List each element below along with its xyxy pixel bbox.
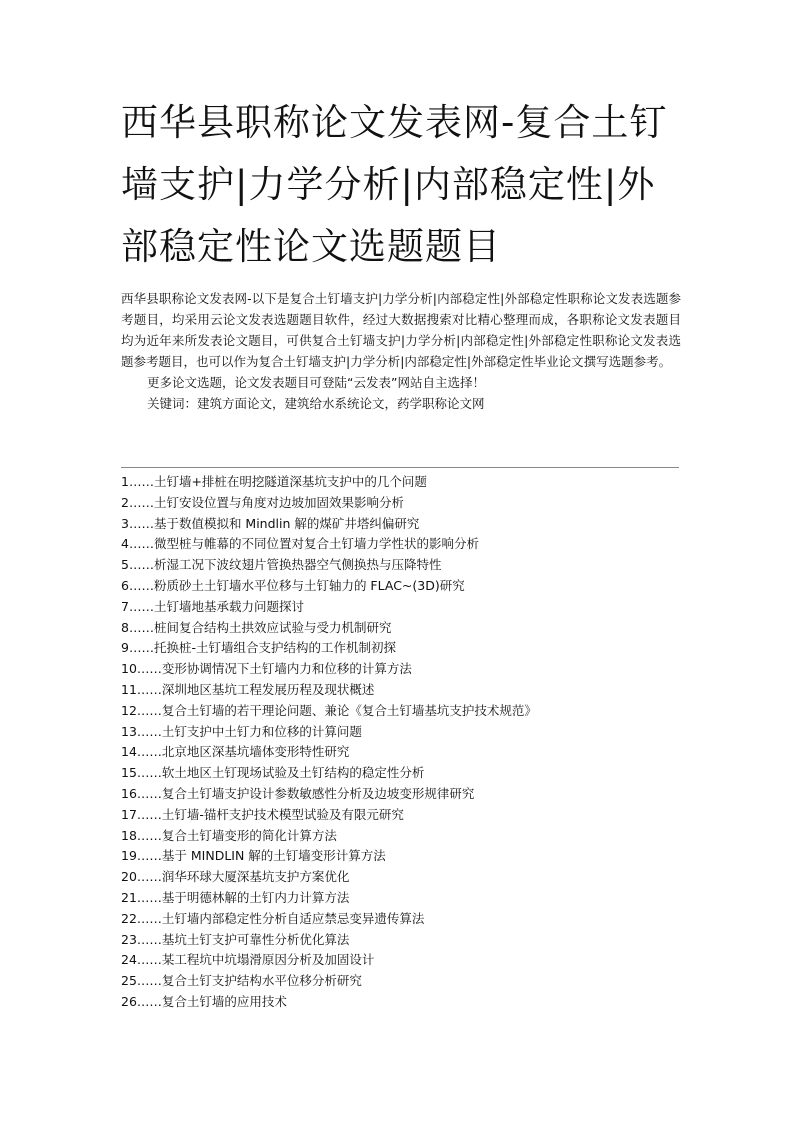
list-item: 8……桩间复合结构土拱效应试验与受力机制研究 xyxy=(121,619,392,635)
list-item: 17……土钉墙-锚杆支护技术模型试验及有限元研究 xyxy=(121,806,404,822)
list-item: 24……某工程坑中坑塌滑原因分析及加固设计 xyxy=(121,952,375,968)
topic-list xyxy=(121,472,681,1013)
keywords-line: 关键词：建筑方面论文，建筑给水系统论文，药学职称论文网 xyxy=(147,396,485,411)
list-item: 22……土钉墙内部稳定性分析自适应禁忌变异遗传算法 xyxy=(121,910,425,926)
list-item: 23……基坑土钉支护可靠性分析优化算法 xyxy=(121,931,350,947)
list-item: 18……复合土钉墙变形的简化计算方法 xyxy=(121,827,337,843)
list-item: 2……土钉安设位置与角度对边坡加固效果影响分析 xyxy=(121,494,404,510)
more-topics-note: 更多论文选题，论文发表题目可登陆“云发表”网站自主选择！ xyxy=(147,375,485,390)
list-item: 19……基于 MINDLIN 解的土钉墙变形计算方法 xyxy=(121,848,386,864)
list-item: 3……基于数值模拟和 Mindlin 解的煤矿井塔纠偏研究 xyxy=(121,515,420,531)
divider-line xyxy=(121,467,679,468)
page-title: 西华县职称论文发表网-复合土钉墙支护|力学分析|内部稳定性|外部稳定性论文选题题目 xyxy=(121,101,668,268)
list-item: 14……北京地区深基坑墙体变形特性研究 xyxy=(121,744,350,760)
list-item: 21……基于明德林解的土钉内力计算方法 xyxy=(121,889,350,905)
list-item: 6……粉质砂土土钉墙水平位移与土钉轴力的 FLAC~(3D)研究 xyxy=(121,577,465,593)
list-item: 12……复合土钉墙的若干理论问题、兼论《复合土钉墙基坑支护技术规范》 xyxy=(121,702,537,718)
list-item: 25……复合土钉支护结构水平位移分析研究 xyxy=(121,973,362,989)
list-item: 26……复合土钉墙的应用技术 xyxy=(121,993,287,1009)
list-item: 20……润华环球大厦深基坑支护方案优化 xyxy=(121,869,350,885)
list-item: 15……软土地区土钉现场试验及土钉结构的稳定性分析 xyxy=(121,765,425,781)
document-body xyxy=(121,92,681,414)
intro-paragraph: 西华县职称论文发表网-以下是复合土钉墙支护|力学分析|内部稳定性|外部稳定性职称论文发表选题参考题目，均采用云论文发表选题题目软件，经过大数据搜索对比精心整理而成，各职称论文发表题目均为近年来所发表论文题目，可供复合土钉墙支护|力学分析|内部稳定性|外部稳定性职称论文发表选题参考题目，也可以作为复合土钉墙支护|力学分析|内部稳定性|外部稳定性毕业论文撰写选题参考。 xyxy=(121,291,681,369)
list-item: 7……土钉墙地基承载力问题探讨 xyxy=(121,598,304,614)
list-item: 10……变形协调情况下土钉墙内力和位移的计算方法 xyxy=(121,661,412,677)
list-item: 13……土钉支护中土钉力和位移的计算问题 xyxy=(121,723,362,739)
list-item: 5……析湿工况下波纹翅片管换热器空气侧换热与压降特性 xyxy=(121,557,442,573)
list-item: 9……托换桩-土钉墙组合支护结构的工作机制初探 xyxy=(121,640,396,656)
list-item: 11……深圳地区基坑工程发展历程及现状概述 xyxy=(121,681,375,697)
list-item: 4……微型桩与帷幕的不同位置对复合土钉墙力学性状的影响分析 xyxy=(121,536,479,552)
list-item: 16……复合土钉墙支护设计参数敏感性分析及边坡变形规律研究 xyxy=(121,785,475,801)
list-item: 1……土钉墙+排桩在明挖隧道深基坑支护中的几个问题 xyxy=(121,474,427,489)
